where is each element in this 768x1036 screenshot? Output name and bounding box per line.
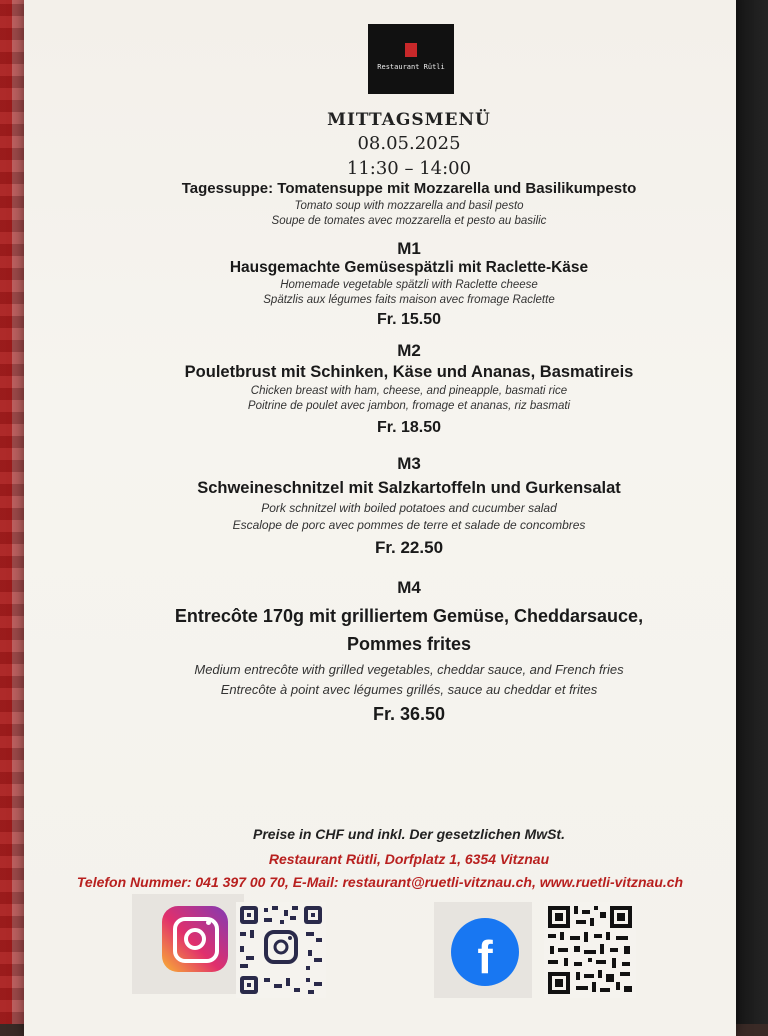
vat-note: Preise in CHF und inkl. Der gesetzlichen MwSt. <box>253 826 565 842</box>
facebook-qr-code[interactable] <box>544 902 636 998</box>
menu-time: 11:30 – 14:00 <box>346 158 472 179</box>
instagram-icon-dot <box>206 920 211 925</box>
menu-code: M4 <box>397 578 421 597</box>
instagram-qr-code[interactable] <box>236 902 326 998</box>
restaurant-address: Restaurant Rütli, Dorfplatz 1, 6354 Vitznau <box>268 851 550 867</box>
menu-item-title: Hausgemachte Gemüsespätzli mit Raclette-Käse <box>229 259 589 276</box>
instagram-icon[interactable] <box>162 906 228 972</box>
facebook-icon[interactable]: f <box>451 918 519 986</box>
menu-title: MITTAGSMENÜ <box>327 110 491 130</box>
menu-item-price: Fr. 15.50 <box>376 311 442 328</box>
menu-item-price: Fr. 18.50 <box>376 419 442 436</box>
menu-item-french: Spätzlis aux légumes faits maison avec fromage Raclette <box>263 294 555 306</box>
menu-item-price: Fr. 36.50 <box>372 704 446 724</box>
menu-item-english: Homemade vegetable spätzli with Raclette cheese <box>280 279 538 291</box>
menu-item-price: Fr. 22.50 <box>374 538 444 557</box>
menu-item-title: Pouletbrust mit Schinken, Käse und Ananas, Basmatireis <box>184 363 634 381</box>
instagram-icon-lens <box>184 928 206 950</box>
menu-code: M1 <box>397 239 421 258</box>
menu-item-french: Entrecôte à point avec légumes grillés, sauce au cheddar et frites <box>220 682 598 697</box>
restaurant-logo <box>368 24 454 94</box>
menu-item-title-line2: Pommes frites <box>346 634 472 654</box>
contact-info: Telefon Nummer: 041 397 00 70, E-Mail: restaurant@ruetli-vitznau.ch, www.ruetli-vitznau.ch <box>76 874 684 890</box>
menu-item-english: Pork schnitzel with boiled potatoes and cucumber salad <box>261 501 557 515</box>
soup-english: Tomato soup with mozzarella and basil pesto <box>294 200 524 212</box>
soup-title: Tagessuppe: Tomatensuppe mit Mozzarella und Basilikumpesto <box>181 180 637 197</box>
menu-item-title: Schweineschnitzel mit Salzkartoffeln und Gurkensalat <box>197 479 621 497</box>
menu-code: M3 <box>397 454 421 473</box>
menu-code: M2 <box>397 341 421 360</box>
logo-emblem <box>405 43 417 57</box>
logo-name: Restaurant Rütli <box>377 63 445 71</box>
menu-item-english: Chicken breast with ham, cheese, and pineapple, basmati rice <box>250 385 568 397</box>
soup-french: Soupe de tomates avec mozzarella et pesto au basilic <box>271 215 547 227</box>
menu-sheet <box>24 0 736 1036</box>
menu-item-english: Medium entrecôte with grilled vegetables, cheddar sauce, and French fries <box>194 662 624 677</box>
menu-item-french: Poitrine de poulet avec jambon, fromage et ananas, riz basmati <box>247 400 571 412</box>
menu-date: 08.05.2025 <box>357 133 461 154</box>
menu-item-title-line1: Entrecôte 170g mit grilliertem Gemüse, Cheddarsauce, <box>174 606 644 626</box>
menu-item-french: Escalope de porc avec pommes de terre et salade de concombres <box>232 518 586 532</box>
